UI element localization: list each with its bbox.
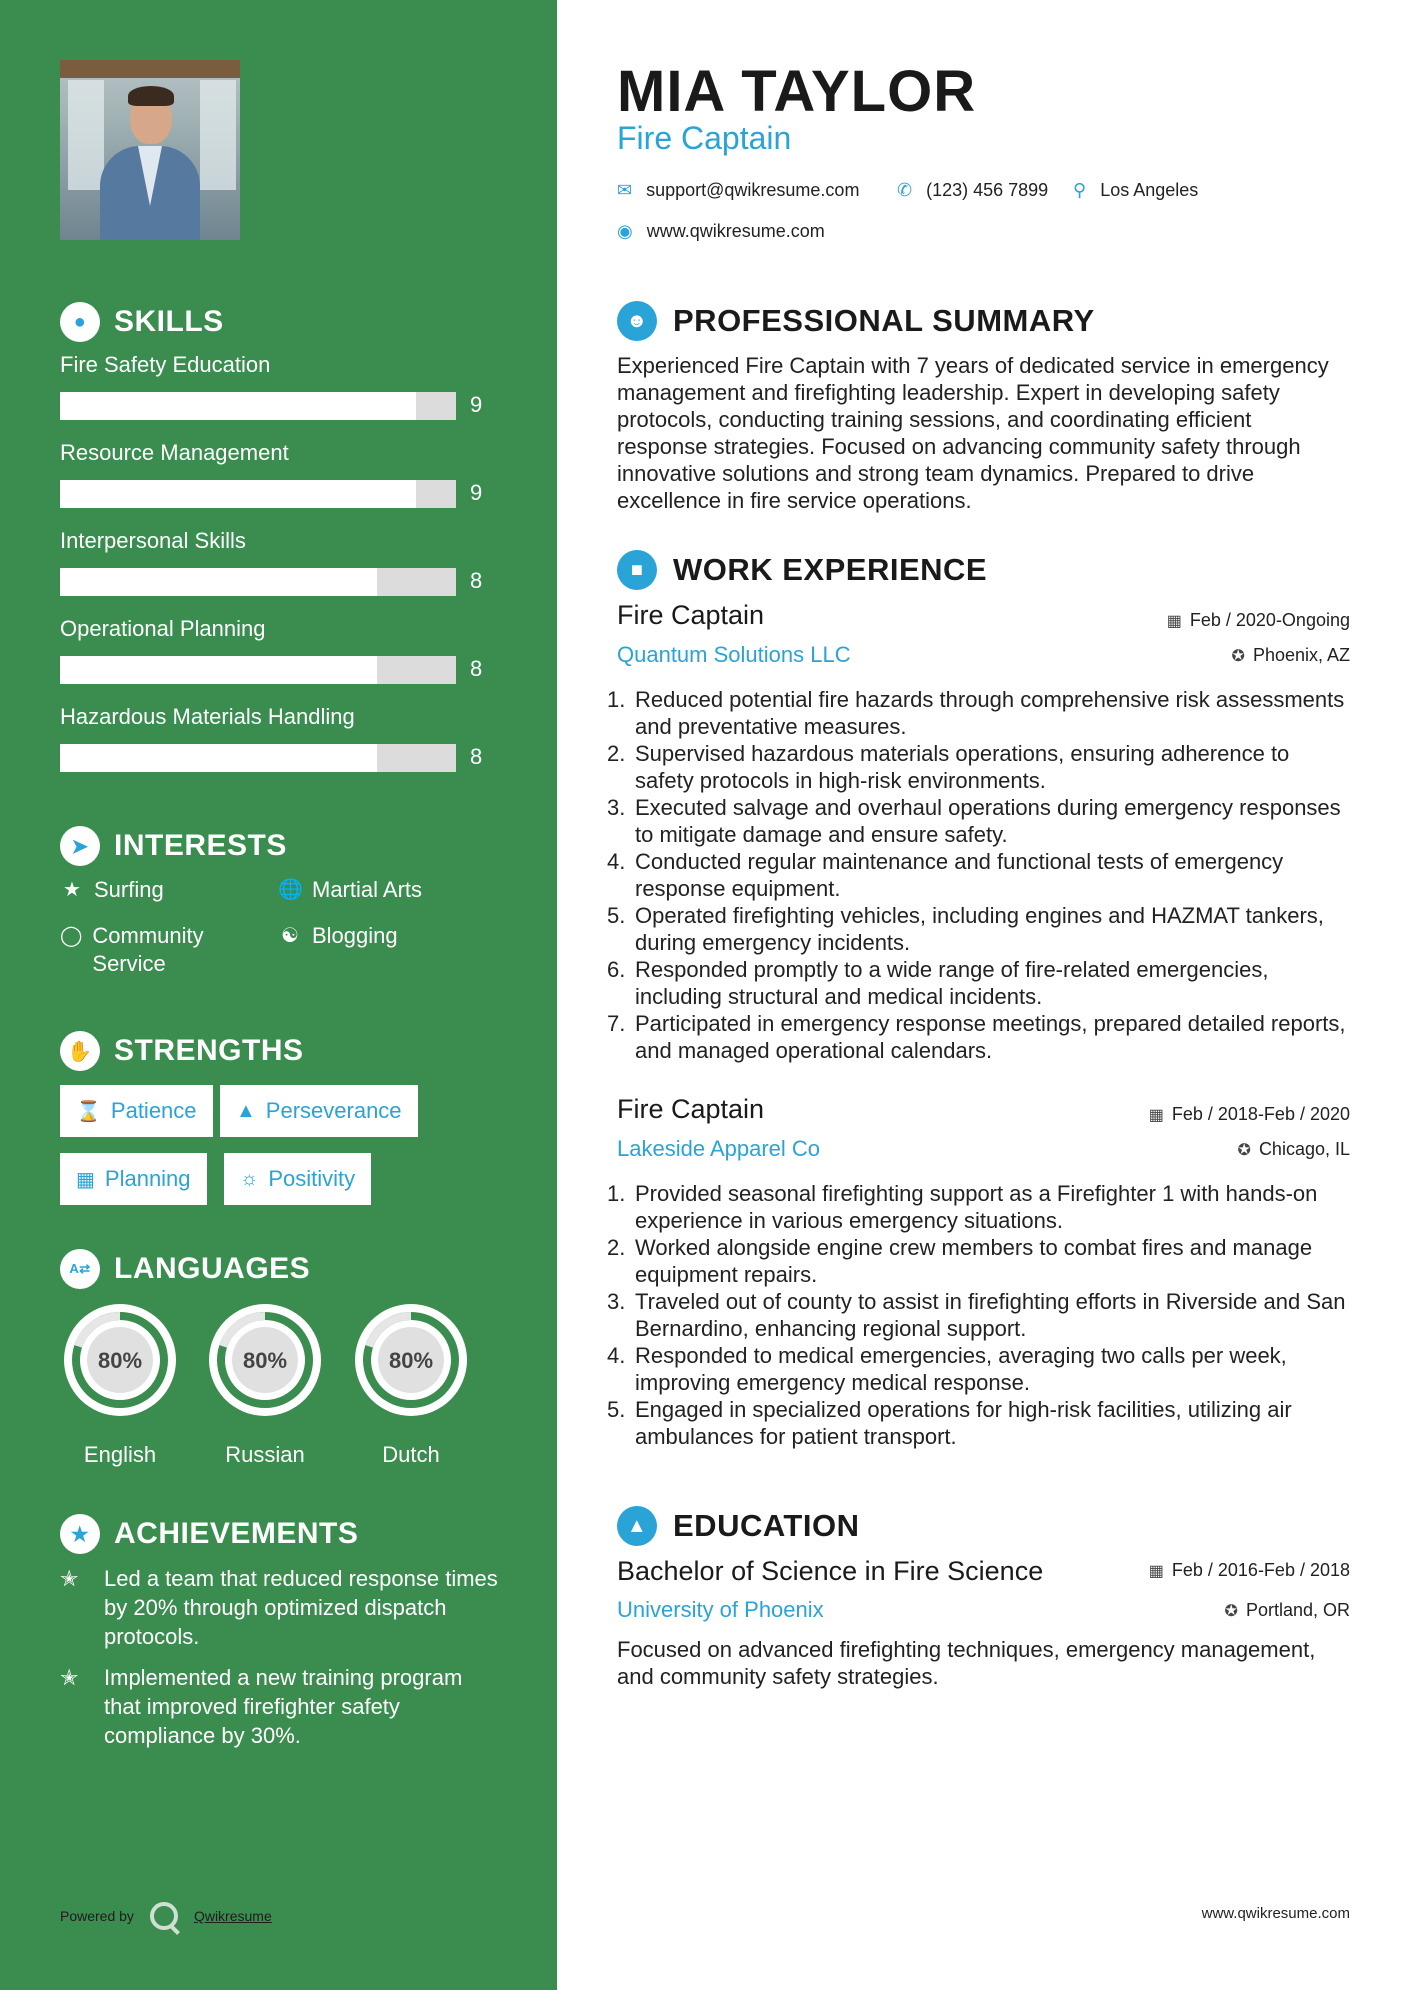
- duty-item: 2. Supervised hazardous materials operations, ensuring adherence to safety protocols in high-risk environments.: [607, 741, 1290, 793]
- skills-title: SKILLS: [114, 305, 224, 338]
- svg-text:80%: 80%: [388, 1348, 434, 1373]
- duty-item: 1. Reduced potential fire hazards through comprehensive risk assessments and preventative measures.: [607, 687, 1345, 739]
- school-name: University of Phoenix: [617, 1597, 824, 1622]
- shooting-star-icon: ✭: [60, 1566, 79, 1591]
- pin-icon: ✪: [1231, 647, 1245, 665]
- globe-icon: ◉: [617, 221, 633, 241]
- skill-level: 9: [470, 392, 483, 417]
- qwikresume-link[interactable]: Qwikresume: [193, 1908, 272, 1924]
- skill-name: Resource Management: [60, 440, 289, 465]
- hourglass-icon: ⌛: [76, 1100, 101, 1123]
- job-location: ✪ Chicago, IL: [1237, 1139, 1350, 1159]
- language-ring: [203, 1298, 327, 1422]
- pin-icon: ✪: [1237, 1141, 1251, 1159]
- calendar-icon: ▦: [1148, 1106, 1164, 1124]
- job-dates: ▦ Feb / 2018-Feb / 2020: [1148, 1104, 1350, 1124]
- degree-title: Bachelor of Science in Fire Science: [617, 1556, 1044, 1586]
- language-ring: [349, 1298, 473, 1422]
- duty-item: 4. Conducted regular maintenance and functional tests of emergency response equipment.: [607, 849, 1284, 901]
- contact-phone[interactable]: ✆ (123) 456 7899: [897, 180, 1049, 200]
- job-company: Quantum Solutions LLC: [617, 642, 851, 667]
- summary-heading: ☻ PROFESSIONAL SUMMARY: [617, 301, 1095, 341]
- powered-by: Powered by Qwikresume: [60, 1902, 272, 1930]
- job-title: Fire Captain: [617, 1094, 765, 1124]
- interest-item: ☯ Blogging: [278, 922, 498, 950]
- skill-level: 8: [470, 744, 483, 769]
- calendar-icon: ▦: [1148, 1562, 1164, 1580]
- shooting-star-icon: ✭: [60, 1665, 79, 1690]
- education-heading: ▲ EDUCATION: [617, 1506, 859, 1546]
- candidate-name: MIA TAYLOR: [617, 59, 977, 124]
- job-title: Fire Captain: [617, 600, 765, 630]
- strength-tag: ☼ Positivity: [224, 1153, 371, 1205]
- pin-icon: ✪: [1224, 1602, 1238, 1620]
- main-content: [557, 0, 1407, 1990]
- duty-item: 4. Responded to medical emergencies, averaging two calls per week, improving emergency medical response.: [607, 1343, 1287, 1395]
- trophy-star-icon: ★: [60, 1514, 100, 1554]
- job-duties: [607, 1180, 1347, 1450]
- sun-icon: ☼: [240, 1167, 259, 1190]
- skill-bar: [60, 480, 456, 508]
- languages-heading: [60, 1249, 310, 1289]
- interest-item: ★ Surfing: [60, 876, 260, 904]
- language-item: [58, 1298, 182, 1468]
- job-company: Lakeside Apparel Co: [617, 1136, 821, 1161]
- skill-level: 8: [470, 568, 483, 593]
- job-duties: [607, 686, 1347, 1064]
- experience-heading: ■ WORK EXPERIENCE: [617, 550, 987, 590]
- duty-item: 5. Engaged in specialized operations for high-risk facilities, utilizing air ambulances for patient transport.: [607, 1397, 1292, 1449]
- strength-tag: ⌛ Patience: [60, 1085, 213, 1137]
- achievements-title: ACHIEVEMENTS: [114, 1517, 359, 1550]
- calendar-icon: ▦: [76, 1168, 95, 1191]
- duty-item: 6. Responded promptly to a wide range of fire-related emergencies, including structural and medical incidents.: [607, 957, 1269, 1009]
- envelope-icon: ✉: [617, 180, 633, 200]
- road-icon: ▲: [236, 1099, 256, 1122]
- contact-location: ⚲ Los Angeles: [1073, 180, 1199, 200]
- skill-name: Fire Safety Education: [60, 352, 271, 377]
- users-icon: ☯: [281, 925, 299, 947]
- star-icon: ★: [63, 879, 81, 901]
- qwikresume-logo-icon: [150, 1902, 178, 1930]
- strength-tag: ▲ Perseverance: [220, 1085, 418, 1137]
- duty-item: 3. Traveled out of county to assist in firefighting efforts in Riverside and San Bernardino, enhancing regional support.: [607, 1289, 1346, 1341]
- education-description: Focused on advanced firefighting techniques, emergency management, and community safety strategies.: [617, 1637, 1316, 1689]
- interests-title: INTERESTS: [114, 829, 287, 862]
- language-item: [203, 1298, 327, 1468]
- candidate-role: Fire Captain: [617, 120, 792, 156]
- skill-level: 8: [470, 656, 483, 681]
- strength-tag: ▦ Planning: [60, 1153, 207, 1205]
- footer-url[interactable]: www.qwikresume.com: [1201, 1905, 1350, 1922]
- shield-icon: ◯: [60, 925, 83, 947]
- contact-email[interactable]: ✉ support@qwikresume.com: [617, 180, 860, 200]
- svg-text:80%: 80%: [97, 1348, 143, 1373]
- lightbulb-icon: ●: [60, 302, 100, 342]
- job-dates: ▦ Feb / 2020-Ongoing: [1166, 610, 1350, 630]
- summary-text: Experienced Fire Captain with 7 years of dedicated service in emergency management and firefighting leadership. Expert in developing safety protocols, conducting training sessions, and coordinating efficient response strategies. Focused on advancing community safety through innovative solutions and strong team dynamics. Prepared to drive excellence in fire service operations.: [617, 353, 1329, 513]
- skill-name: Interpersonal Skills: [60, 528, 246, 553]
- language-name: Dutch: [382, 1442, 440, 1467]
- sidebar: [0, 0, 557, 1990]
- skill-level: 9: [470, 480, 483, 505]
- skill-bar: [60, 744, 456, 772]
- briefcase-icon: ■: [617, 550, 657, 590]
- skills-heading: [60, 302, 224, 342]
- strengths-title: STRENGTHS: [114, 1034, 304, 1067]
- skill-bar: [60, 568, 456, 596]
- skill-bar: [60, 656, 456, 684]
- translate-icon: A⇄: [60, 1249, 100, 1289]
- duty-item: 1. Provided seasonal firefighting support as a Firefighter 1 with hands-on experience in various emergency situations.: [607, 1181, 1318, 1233]
- language-name: Russian: [225, 1442, 305, 1467]
- phone-icon: ✆: [897, 180, 913, 200]
- skill-bar: [60, 392, 456, 420]
- strengths-heading: [60, 1031, 304, 1071]
- duty-item: 2. Worked alongside engine crew members to combat fires and manage equipment repairs.: [607, 1235, 1313, 1287]
- languages-title: LANGUAGES: [114, 1252, 311, 1285]
- duty-item: 7. Participated in emergency response meetings, prepared detailed reports, and managed operational calendars.: [607, 1011, 1346, 1063]
- graduation-cap-icon: ▲: [617, 1506, 657, 1546]
- globe-icon: 🌐: [278, 879, 303, 901]
- interests-heading: [60, 826, 287, 866]
- skill-name: Operational Planning: [60, 616, 266, 641]
- interest-item: 🌐 Martial Arts: [278, 877, 423, 902]
- map-pin-icon: ⚲: [1073, 180, 1087, 200]
- profile-photo: [60, 60, 240, 240]
- paper-plane-icon: ➤: [60, 826, 100, 866]
- contact-website[interactable]: ◉ www.qwikresume.com: [617, 221, 825, 241]
- job-location: ✪ Phoenix, AZ: [1231, 645, 1350, 665]
- calendar-icon: ▦: [1166, 612, 1182, 630]
- education-location: ✪ Portland, OR: [1224, 1600, 1350, 1620]
- language-name: English: [83, 1442, 157, 1467]
- achievement-item: ✭ Led a team that reduced response times by 20% through optimized dispatch protocols.: [60, 1566, 498, 1649]
- fist-icon: ✋: [60, 1031, 100, 1071]
- language-item: [349, 1298, 473, 1468]
- language-ring: [58, 1298, 182, 1422]
- duty-item: 5. Operated firefighting vehicles, including engines and HAZMAT tankers, during emergency incidents.: [607, 903, 1324, 955]
- achievement-item: ✭ Implemented a new training program that improved firefighter safety compliance by 30%.: [60, 1665, 463, 1748]
- user-icon: ☻: [617, 301, 657, 341]
- svg-text:80%: 80%: [242, 1348, 288, 1373]
- duty-item: 3. Executed salvage and overhaul operations during emergency responses to mitigate damage and ensure safety.: [607, 795, 1341, 847]
- interest-item: ◯ Community Service: [60, 923, 204, 976]
- skill-name: Hazardous Materials Handling: [60, 704, 355, 729]
- education-dates: ▦ Feb / 2016-Feb / 2018: [1148, 1560, 1350, 1580]
- achievements-heading: [60, 1514, 358, 1554]
